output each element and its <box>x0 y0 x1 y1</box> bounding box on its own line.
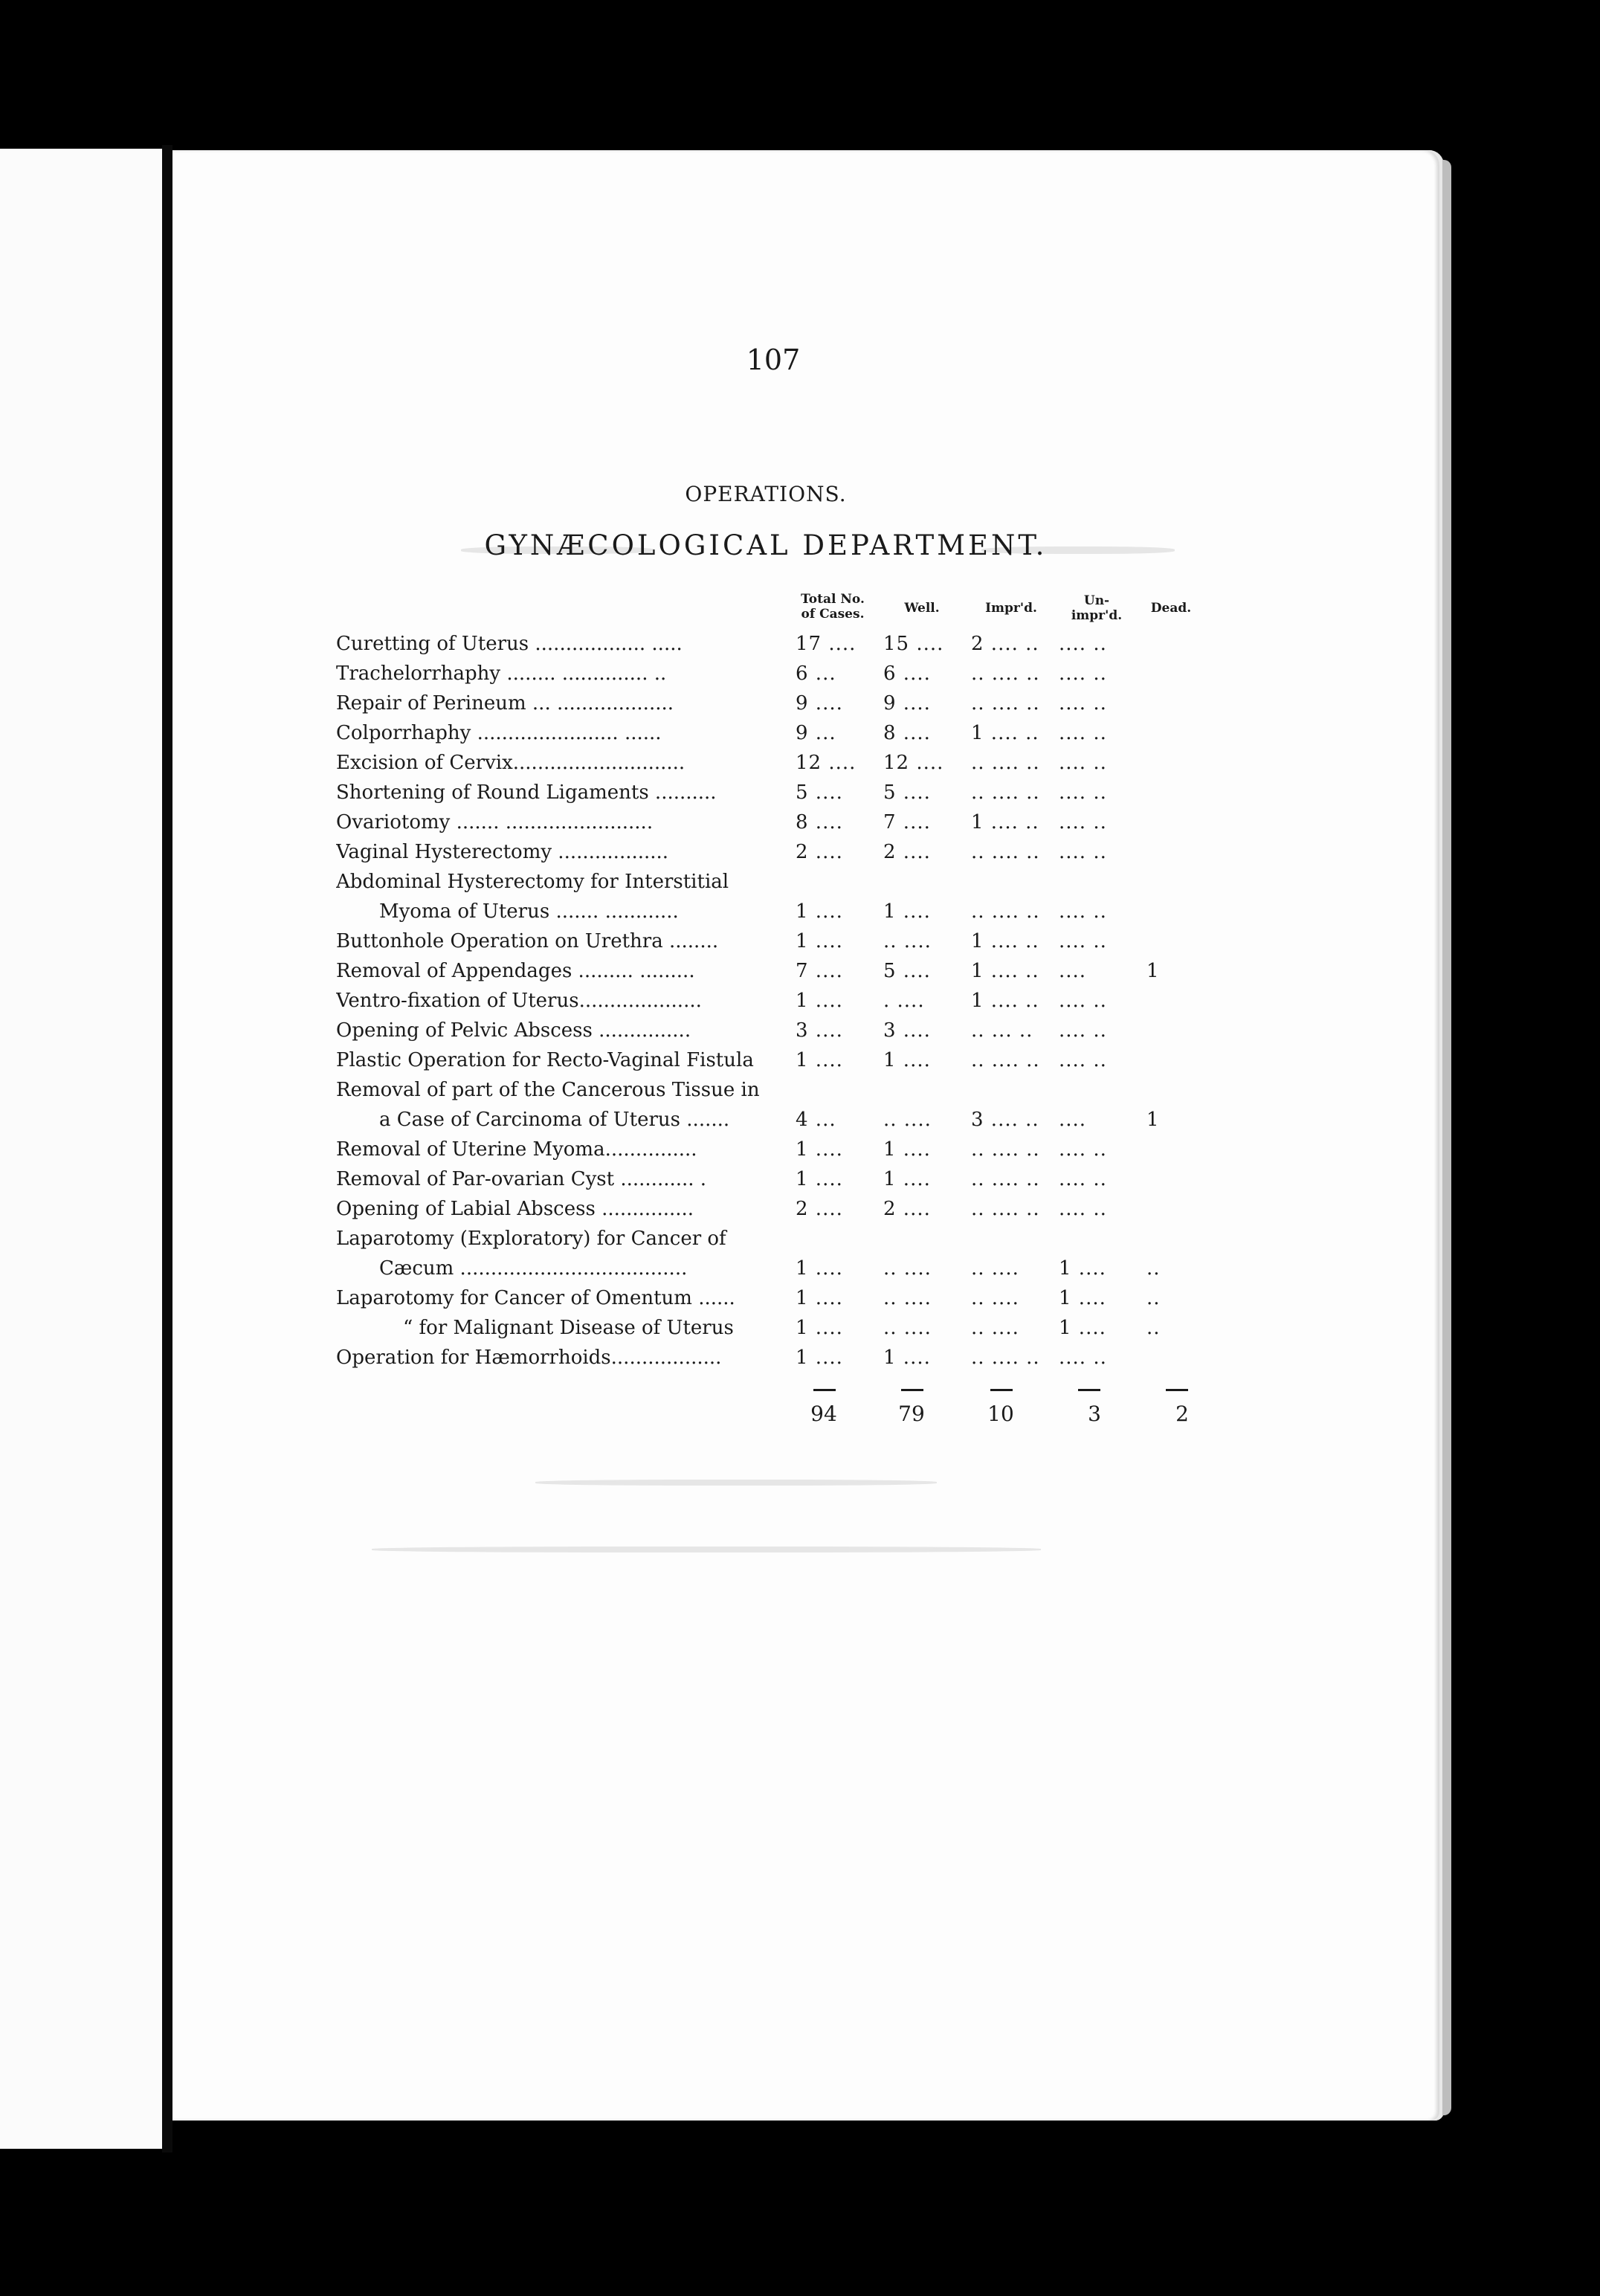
total-cases-cell: 2 .... <box>796 1198 843 1220</box>
operation-name: Buttonhole Operation on Urethra ........ <box>336 930 719 952</box>
improved-cell: .. ... .. <box>971 1019 1033 1042</box>
bleed-through-mark <box>372 1547 1041 1552</box>
improved-rule <box>990 1389 1013 1391</box>
well-cell: 1 .... <box>883 1138 931 1161</box>
well-cell: 15 .... <box>883 633 944 655</box>
operation-name: Removal of Appendages ......... ......... <box>336 960 695 982</box>
total-cases-cell <box>796 867 883 897</box>
page-number: 107 <box>746 344 801 376</box>
operation-name: Opening of Pelvic Abscess ............... <box>336 1019 691 1042</box>
well-rule <box>901 1389 923 1391</box>
dead-cell: .. <box>1146 1287 1161 1309</box>
unimproved-cell: 1 .... <box>1059 1317 1106 1339</box>
well-cell: 12 .... <box>883 752 944 774</box>
table-row <box>336 689 1213 718</box>
table-row <box>336 748 1213 778</box>
table-row <box>336 1343 1213 1373</box>
improved-cell <box>971 867 1059 897</box>
total-well: 79 <box>898 1402 925 1426</box>
department-title: GYNÆCOLOGICAL DEPARTMENT. <box>484 529 1048 561</box>
dead-cell <box>1146 926 1213 956</box>
unimproved-cell: .... .. <box>1059 633 1107 655</box>
unimproved-cell: 1 .... <box>1059 1287 1106 1309</box>
column-header-unimproved <box>1056 593 1138 623</box>
section-title: OPERATIONS. <box>685 482 847 506</box>
table-row <box>336 629 1213 659</box>
improved-cell: .. .... <box>971 1257 1019 1280</box>
improved-cell <box>971 1224 1059 1254</box>
total-improved: 10 <box>987 1402 1014 1426</box>
unimproved-cell: .... .. <box>1059 781 1107 804</box>
table-row <box>336 1075 1213 1105</box>
operation-name: “ for Malignant Disease of Uterus <box>403 1317 734 1339</box>
operation-name: Ventro-fixation of Uterus.................... <box>336 990 702 1012</box>
binding-gutter <box>162 145 172 2152</box>
well-cell: .. .... <box>883 1287 932 1309</box>
table-row <box>336 867 1213 897</box>
table-row <box>336 659 1213 689</box>
operation-name: Repair of Perineum ... ................... <box>336 692 674 715</box>
unimproved-cell: .... .. <box>1059 722 1107 744</box>
operation-name: Ovariotomy ....... ........................ <box>336 811 654 833</box>
table-row <box>336 1283 1213 1313</box>
unimproved-cell: .... .. <box>1059 1347 1107 1369</box>
total-cases-cell: 12 .... <box>796 752 857 774</box>
improved-cell <box>971 1075 1059 1105</box>
improved-cell: .. .... .. <box>971 1198 1040 1220</box>
well-cell: 5 .... <box>883 781 931 804</box>
table-row <box>336 897 1213 926</box>
improved-cell: .. .... .. <box>971 841 1040 863</box>
total-cases-cell: 1 .... <box>796 1168 843 1190</box>
total-cases-cell: 17 .... <box>796 633 857 655</box>
well-cell: 5 .... <box>883 960 931 982</box>
dead-cell <box>1146 748 1213 778</box>
column-header-unimproved-line2: impr'd. <box>1071 608 1123 623</box>
operation-name: Shortening of Round Ligaments .......... <box>336 781 717 804</box>
total-cases-cell: 6 ... <box>796 662 836 685</box>
table-row <box>336 1016 1213 1045</box>
unimproved-cell: 1 .... <box>1059 1257 1106 1280</box>
well-cell: 7 .... <box>883 811 931 833</box>
well-cell: .. .... <box>883 1317 932 1339</box>
column-header-total-line1: Total No. <box>801 592 865 607</box>
improved-cell: 3 .... .. <box>971 1109 1039 1131</box>
unimproved-cell: .... .. <box>1059 752 1107 774</box>
dead-cell <box>1146 1016 1213 1045</box>
total-cases-cell: 1 .... <box>796 1347 843 1369</box>
unimproved-cell: .... <box>1059 1109 1087 1131</box>
total-cases-cell: 1 .... <box>796 1138 843 1161</box>
total-cases-cell: 2 .... <box>796 841 843 863</box>
dead-cell <box>1146 718 1213 748</box>
column-header-dead: Dead. <box>1150 601 1192 616</box>
table-row <box>336 837 1213 867</box>
improved-cell: .. .... .. <box>971 662 1040 685</box>
well-cell: .. .... <box>883 1257 932 1280</box>
improved-cell: .. .... .. <box>971 1049 1040 1071</box>
well-cell: 1 .... <box>883 900 931 923</box>
dead-cell: 1 <box>1146 960 1160 982</box>
well-cell: 1 .... <box>883 1049 931 1071</box>
unimproved-rule <box>1078 1389 1100 1391</box>
unimproved-cell <box>1059 867 1146 897</box>
operation-name: Laparotomy (Exploratory) for Cancer of <box>336 1228 726 1250</box>
column-header-total-line2: of Cases. <box>801 607 865 622</box>
table-row <box>336 956 1213 986</box>
unimproved-cell: .... .. <box>1059 841 1107 863</box>
column-header-improved: Impr'd. <box>985 601 1037 616</box>
dead-cell <box>1146 1135 1213 1164</box>
total-cases-cell: 9 .... <box>796 692 843 715</box>
improved-cell: .. .... .. <box>971 752 1040 774</box>
dead-cell <box>1146 1343 1213 1373</box>
total-cases-cell: 9 ... <box>796 722 836 744</box>
dead-cell <box>1146 1164 1213 1194</box>
well-cell: 1 .... <box>883 1168 931 1190</box>
dead-cell <box>1146 897 1213 926</box>
improved-cell: .. .... .. <box>971 692 1040 715</box>
operations-table <box>336 629 1213 1373</box>
total-cases-cell: 1 .... <box>796 930 843 952</box>
table-row <box>336 1045 1213 1075</box>
well-cell <box>883 1224 971 1254</box>
unimproved-cell: .... .. <box>1059 692 1107 715</box>
dead-cell <box>1146 689 1213 718</box>
well-cell: .. .... <box>883 930 932 952</box>
operation-name: Plastic Operation for Recto-Vaginal Fistula <box>336 1049 754 1071</box>
unimproved-cell: .... .. <box>1059 1168 1107 1190</box>
operation-name: Removal of Par-ovarian Cyst ............ . <box>336 1168 707 1190</box>
unimproved-cell: .... .. <box>1059 1198 1107 1220</box>
operation-name: Trachelorrhaphy ........ .............. .. <box>336 662 667 685</box>
operation-name: Excision of Cervix............................ <box>336 752 686 774</box>
facing-page-edge <box>0 149 162 2149</box>
well-cell: 1 .... <box>883 1347 931 1369</box>
well-cell: 3 .... <box>883 1019 931 1042</box>
unimproved-cell: .... <box>1059 960 1087 982</box>
unimproved-cell: .... .. <box>1059 1138 1107 1161</box>
dead-cell <box>1146 807 1213 837</box>
unimproved-cell: .... .. <box>1059 662 1107 685</box>
operation-name: Myoma of Uterus ....... ............ <box>379 900 679 923</box>
total-cases-cell: 1 .... <box>796 1317 843 1339</box>
dead-cell: 1 <box>1146 1109 1160 1131</box>
table-row <box>336 1135 1213 1164</box>
table-row <box>336 1313 1213 1343</box>
operation-name: Cæcum ..................................... <box>379 1257 688 1280</box>
total-rule <box>813 1389 836 1391</box>
improved-cell: .. .... .. <box>971 900 1040 923</box>
operation-name: Curetting of Uterus .................. ..... <box>336 633 683 655</box>
dead-cell: .. <box>1146 1317 1161 1339</box>
table-row <box>336 807 1213 837</box>
unimproved-cell: .... .. <box>1059 930 1107 952</box>
dead-cell <box>1146 778 1213 807</box>
bleed-through-mark <box>535 1480 937 1486</box>
total-cases-cell <box>796 1224 883 1254</box>
improved-cell: 1 .... .. <box>971 930 1039 952</box>
table-row <box>336 1194 1213 1224</box>
total-cases-cell: 4 ... <box>796 1109 836 1131</box>
improved-cell: 1 .... .. <box>971 960 1039 982</box>
well-cell <box>883 867 971 897</box>
column-header-total <box>781 592 885 622</box>
dead-cell <box>1146 1045 1213 1075</box>
well-cell: 9 .... <box>883 692 931 715</box>
well-cell: 2 .... <box>883 1198 931 1220</box>
operation-name: a Case of Carcinoma of Uterus ....... <box>379 1109 730 1131</box>
unimproved-cell: .... .. <box>1059 900 1107 923</box>
column-header-well: Well. <box>904 601 940 616</box>
table-row <box>336 926 1213 956</box>
improved-cell: 1 .... .. <box>971 722 1039 744</box>
total-cases-cell: 1 .... <box>796 1287 843 1309</box>
improved-cell: .. .... <box>971 1287 1019 1309</box>
well-cell: 2 .... <box>883 841 931 863</box>
well-cell: .. .... <box>883 1109 932 1131</box>
unimproved-cell <box>1059 1224 1146 1254</box>
dead-cell <box>1146 867 1213 897</box>
total-cases-cell: 3 .... <box>796 1019 843 1042</box>
unimproved-cell: .... .. <box>1059 990 1107 1012</box>
improved-cell: .. .... <box>971 1317 1019 1339</box>
improved-cell: 1 .... .. <box>971 990 1039 1012</box>
well-cell: . .... <box>883 990 925 1012</box>
dead-cell <box>1146 837 1213 867</box>
total-cases-cell: 1 .... <box>796 1257 843 1280</box>
improved-cell: .. .... .. <box>971 1168 1040 1190</box>
table-row <box>336 1105 1213 1135</box>
column-header-unimproved-line1: Un- <box>1083 593 1110 608</box>
dead-cell <box>1146 986 1213 1016</box>
total-cases-cell: 1 .... <box>796 900 843 923</box>
dead-cell <box>1146 1194 1213 1224</box>
operation-name: Operation for Hæmorrhoids.................. <box>336 1347 722 1369</box>
operation-name: Laparotomy for Cancer of Omentum ...... <box>336 1287 735 1309</box>
dead-cell <box>1146 629 1213 659</box>
dead-cell <box>1146 1075 1213 1105</box>
well-cell: 6 .... <box>883 662 931 685</box>
operation-name: Removal of Uterine Myoma............... <box>336 1138 697 1161</box>
well-cell <box>883 1075 971 1105</box>
table-row <box>336 1254 1213 1283</box>
dead-cell: .. <box>1146 1257 1161 1280</box>
dead-rule <box>1166 1389 1188 1391</box>
improved-cell: .. .... .. <box>971 1347 1040 1369</box>
improved-cell: .. .... .. <box>971 1138 1040 1161</box>
table-row <box>336 778 1213 807</box>
improved-cell: 2 .... .. <box>971 633 1039 655</box>
dead-cell <box>1146 1224 1213 1254</box>
total-cases-cell: 8 .... <box>796 811 843 833</box>
operation-name: Opening of Labial Abscess ............... <box>336 1198 694 1220</box>
table-row <box>336 718 1213 748</box>
table-row <box>336 1224 1213 1254</box>
unimproved-cell: .... .. <box>1059 1019 1107 1042</box>
total-unimproved: 3 <box>1088 1402 1101 1426</box>
page-edge-shadow <box>1442 160 1451 2115</box>
total-dead: 2 <box>1175 1402 1189 1426</box>
table-row <box>336 986 1213 1016</box>
improved-cell: 1 .... .. <box>971 811 1039 833</box>
unimproved-cell: .... .. <box>1059 811 1107 833</box>
total-cases-cell <box>796 1075 883 1105</box>
operation-name: Colporrhaphy ....................... ...... <box>336 722 662 744</box>
well-cell: 8 .... <box>883 722 931 744</box>
improved-cell: .. .... .. <box>971 781 1040 804</box>
operation-name: Vaginal Hysterectomy .................. <box>336 841 669 863</box>
total-cases-cell: 1 .... <box>796 990 843 1012</box>
total-cases-cell: 7 .... <box>796 960 843 982</box>
table-row <box>336 1164 1213 1194</box>
unimproved-cell <box>1059 1075 1146 1105</box>
total-cases-cell: 5 .... <box>796 781 843 804</box>
dead-cell <box>1146 659 1213 689</box>
total-cases: 94 <box>810 1402 837 1426</box>
unimproved-cell: .... .. <box>1059 1049 1107 1071</box>
operation-name: Abdominal Hysterectomy for Interstitial <box>336 871 729 893</box>
total-cases-cell: 1 .... <box>796 1049 843 1071</box>
operation-name: Removal of part of the Cancerous Tissue in <box>336 1079 760 1101</box>
